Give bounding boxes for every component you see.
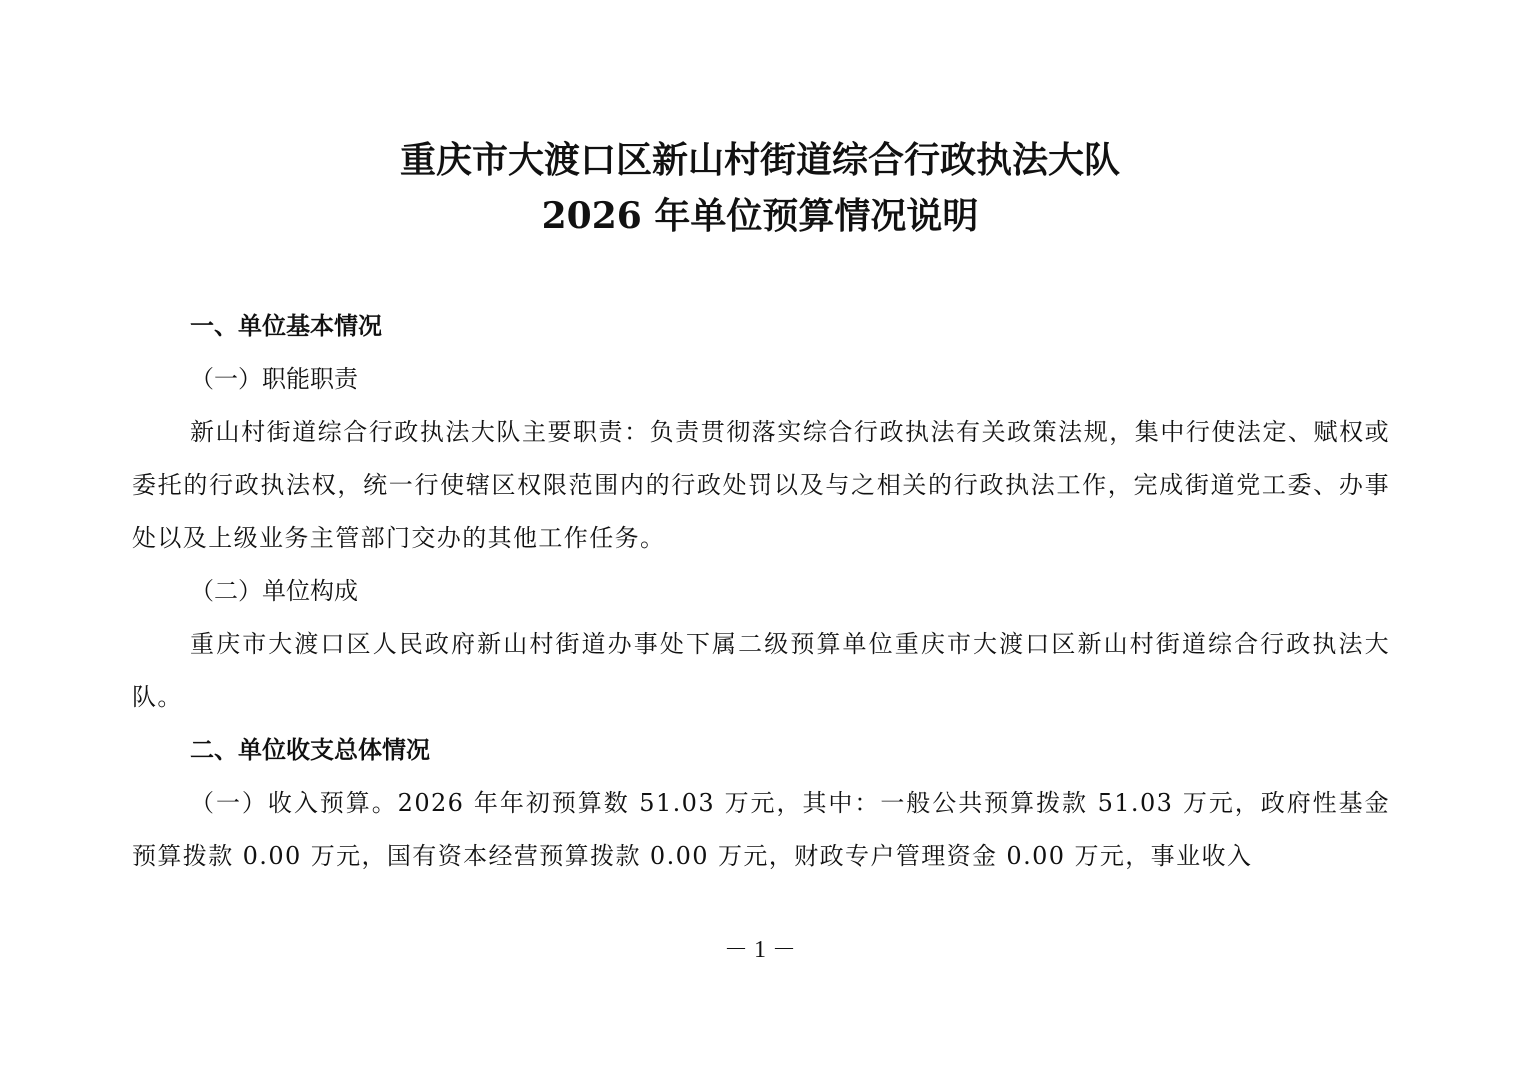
title-line-1: 重庆市大渡口区新山村街道综合行政执法大队 — [399, 139, 1120, 181]
section-1-subheading-functions: （一）职能职责 — [190, 365, 358, 393]
section-1-subheading-composition: （二）单位构成 — [190, 577, 358, 605]
title-line-2: 2026 年单位预算情况说明 — [541, 195, 979, 237]
section-2-heading: 二、单位收支总体情况 — [190, 736, 430, 764]
section-1-composition-paragraph: 重庆市大渡口区人民政府新山村街道办事处下属二级预算单位重庆市大渡口区新山村街道综合行政执法大队。 — [132, 630, 1390, 711]
section-2-income-paragraph: （一）收入预算。2026 年年初预算数 51.03 万元，其中：一般公共预算拨款 51.03 万元，政府性基金预算拨款 0.00 万元，国有资本经营预算拨款 0.00 万元，财政专户管理资金 0.00 万元，事业收入 — [132, 789, 1390, 870]
page-number: － 1 － — [724, 937, 796, 963]
section-1-functions-paragraph: 新山村街道综合行政执法大队主要职责：负责贯彻落实综合行政执法有关政策法规，集中行使法定、赋权或委托的行政执法权，统一行使辖区权限范围内的行政处罚以及与之相关的行政执法工作，完成街道党工委、办事处以及上级业务主管部门交办的其他工作任务。 — [132, 418, 1390, 552]
document-body — [132, 300, 1390, 883]
document-title — [0, 132, 1520, 244]
section-1-heading: 一、单位基本情况 — [190, 312, 382, 340]
